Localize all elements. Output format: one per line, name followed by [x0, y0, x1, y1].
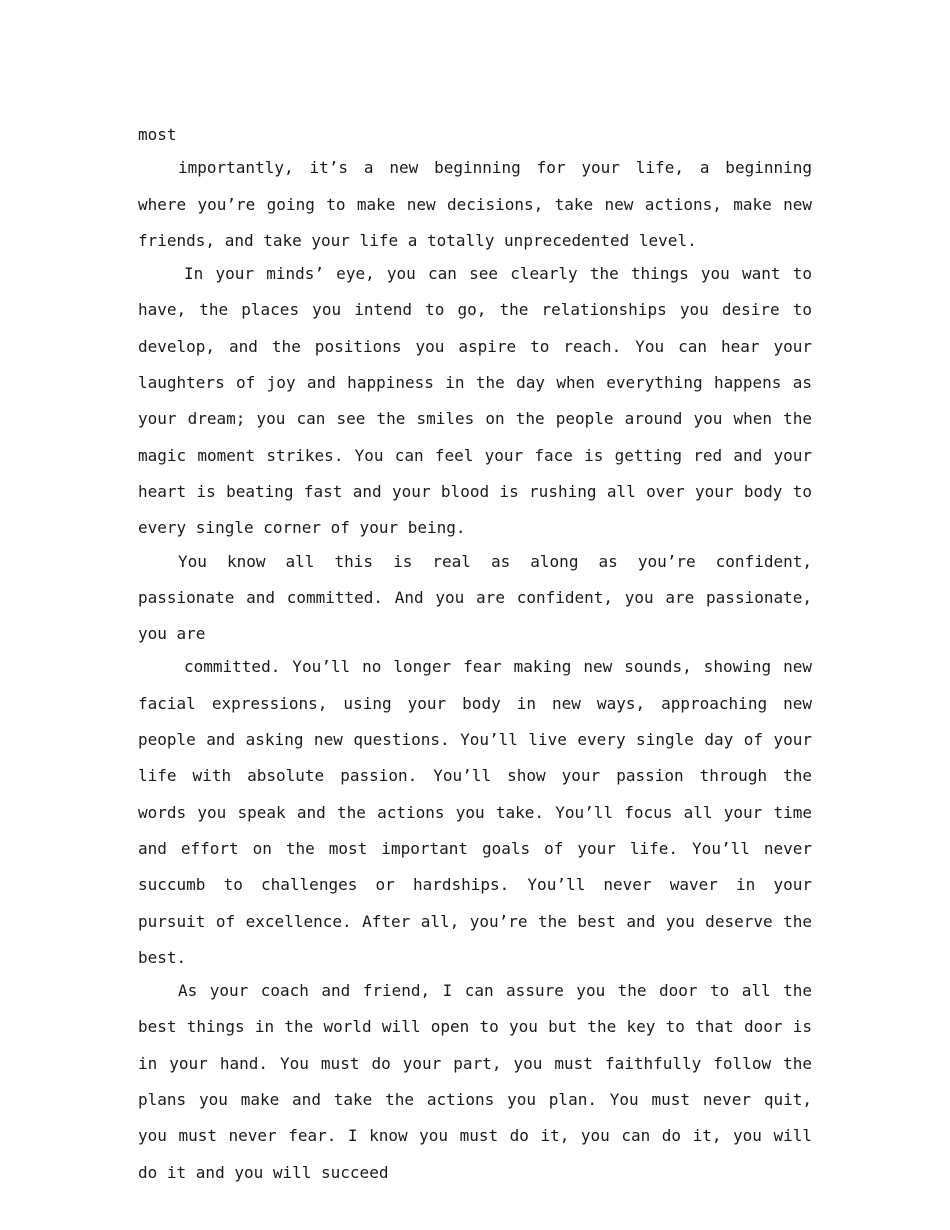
- paragraph-5: committed. You’ll no longer fear making new sounds, showing new facial expressions, using your body in new ways, approaching new people and asking new questions. You’ll live every single day of your life with absolute passion. You’ll show your passion through the words you speak and the actions you take. You’ll focus all your time and effort on the most important goals of your life. You’ll never succumb to challenges or hardships. You’ll never waver in your pursuit of excellence. After all, you’re the best and you deserve the best.: [138, 657, 812, 967]
- body-text: [138, 117, 812, 1191]
- paragraph-6: As your coach and friend, I can assure you the door to all the best things in the world will open to you but the key to that door is in your hand. You must do your part, you must faithfully follow the plans you make and take the actions you plan. You must never quit, you must never fear. I know you must do it, you can do it, you will do it and you will succeed: [138, 981, 812, 1182]
- paragraph-4: You know all this is real as along as you’re confident, passionate and committed. And you are confident, you are passionate, you are: [138, 551, 812, 644]
- paragraph-1: most: [138, 125, 177, 144]
- paragraph-2: importantly, it’s a new beginning for your life, a beginning where you’re going to make new decisions, take new actions, make new friends, and take your life a totally unprecedented level.: [138, 158, 812, 250]
- paragraph-3: In your minds’ eye, you can see clearly the things you want to have, the places you intend to go, the relationships you desire to develop, and the positions you aspire to reach. You can hear your laughters of joy and happiness in the day when everything happens as your dream; you can see the smiles on the people around you when the magic moment strikes. You can feel your face is getting red and your heart is beating fast and your blood is rushing all over your body to every single corner of your being.: [138, 264, 812, 538]
